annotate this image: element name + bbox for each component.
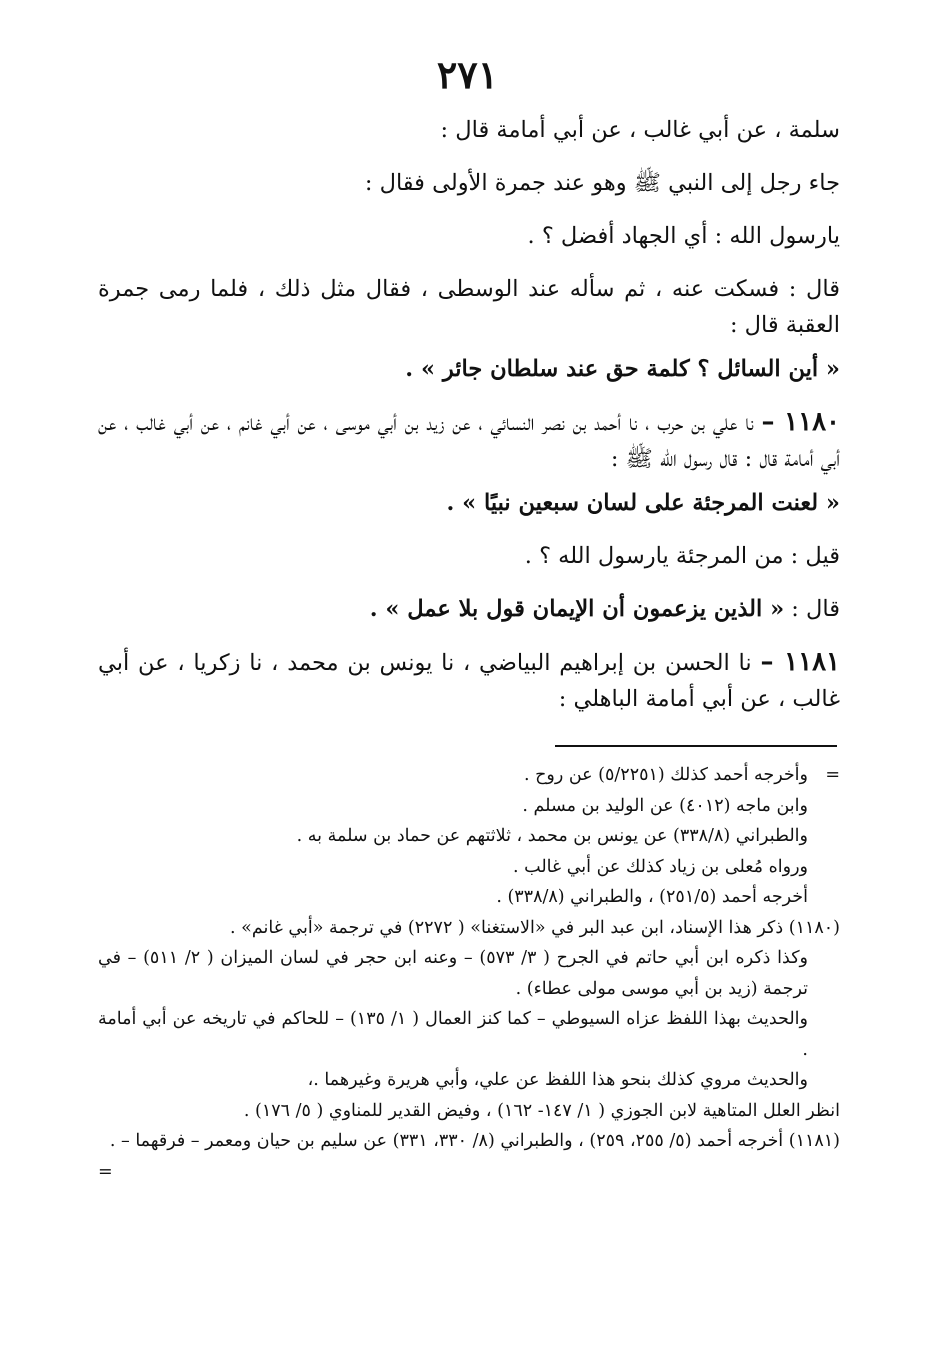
footnote-line: انظر العلل المتاهية لابن الجوزي ( ١/ ١٤٧- ١٦٢) ، وفيض القدير للمناوي ( ٥/ ١٧٦) .	[243, 1100, 840, 1121]
answer-prefix: قال :	[791, 596, 840, 622]
hadith-number-1180: ١١٨٠ –	[761, 407, 840, 437]
footnote-line: والحديث مروي كذلك بنحو هذا اللفظ عن علي، وأبي هريرة وغيرهما .،	[307, 1070, 808, 1090]
main-text	[98, 112, 840, 734]
text-line-2: جاء رجل إلى النبي ﷺ وهو عند جمرة الأولى فقال :	[364, 170, 840, 196]
footnote-line	[98, 760, 840, 791]
footnotes	[98, 760, 840, 1187]
hadith-quote-1: « أين السائل ؟ كلمة حق عند سلطان جائر » .	[405, 356, 840, 382]
footnote-line: ورواه مُعلى بن زياد كذلك عن أبي غالب .	[513, 856, 808, 877]
hadith-quote-3: « الذين يزعمون أن الإيمان قول بلا عمل » .	[369, 596, 785, 622]
footnote-line: وابن ماجه (٤٠١٢) عن الوليد بن مسلم .	[522, 795, 808, 816]
hadith-number-1181: ١١٨١ –	[760, 647, 840, 677]
footnote-line: وكذا ذكره ابن أبي حاتم في الجرح ( ٣/ ٥٧٣) – وعنه ابن حجر في لسان الميزان ( ٢/ ٥١١) – في ترجمة (زيد بن أبي موسى مولى عطاء) .	[98, 948, 808, 999]
footnote-separator	[555, 745, 837, 747]
hadith-1181-text: نا الحسن بن إبراهيم البياضي ، نا يونس بن محمد ، نا زكريا ، عن أبي غالب ، عن أبي أمامة الباهلي :	[98, 650, 840, 712]
end-mark: =	[98, 1161, 113, 1182]
footnote-line: أخرجه أحمد (٢٥١/٥) ، والطبراني (٣٣٨/٨) .	[496, 887, 808, 907]
continuation-mark: =	[825, 765, 840, 785]
footnote-line: والحديث بهذا اللفظ عزاه السيوطي – كما كنز العمال ( ١/ ١٣٥) – للحاكم في تاريخه عن أبي أمامة .	[98, 1009, 808, 1060]
footnote-1181: (١١٨١) أخرجه أحمد (٥/ ٢٥٥، ٢٥٩) ، والطبراني (٨/ ٣٣٠، ٣٣١) عن سليم بن حيان ومعمر – فرقهما – .	[109, 1131, 840, 1151]
footnote-line: والطبراني (٣٣٨/٨) عن يونس بن محمد ، ثلاثتهم عن حماد بن سلمة به .	[296, 826, 808, 846]
text-line-answer	[98, 591, 840, 627]
hadith-1181	[98, 644, 840, 717]
text-line-4: قال : فسكت عنه ، ثم سأله عند الوسطى ، فقال مثل ذلك ، فلما رمى جمرة العقبة قال :	[98, 276, 840, 338]
text-line-1: سلمة ، عن أبي غالب ، عن أبي أمامة قال :	[440, 117, 840, 143]
text-line-question: قيل : من المرجئة يارسول الله ؟ .	[524, 543, 840, 569]
footnote-text: وأخرجه أحمد كذلك (٥/٢٢٥١) عن روح .	[523, 765, 808, 785]
hadith-1180-text: نا علي بن حرب ، نا أحمد بن نصر النسائي ، عن زيد بن أبي موسى ، عن أبي غانم ، عن أبي غالب ، عن أبي أمامة قال : قال رسول الله ﷺ :	[98, 410, 840, 472]
hadith-quote-2: « لعنت المرجئة على لسان سبعين نبيًا » .	[446, 490, 840, 516]
footnote-1180: (١١٨٠) ذكر هذا الإسناد، ابن عبد البر في «الاستغنا» ( ٢٢٧٢) في ترجمة «أبي غانم» .	[230, 917, 840, 938]
hadith-1180	[98, 404, 840, 477]
text-line-3: يارسول الله : أي الجهاد أفضل ؟ .	[527, 223, 840, 249]
page-number: ٢٧١	[436, 52, 499, 97]
